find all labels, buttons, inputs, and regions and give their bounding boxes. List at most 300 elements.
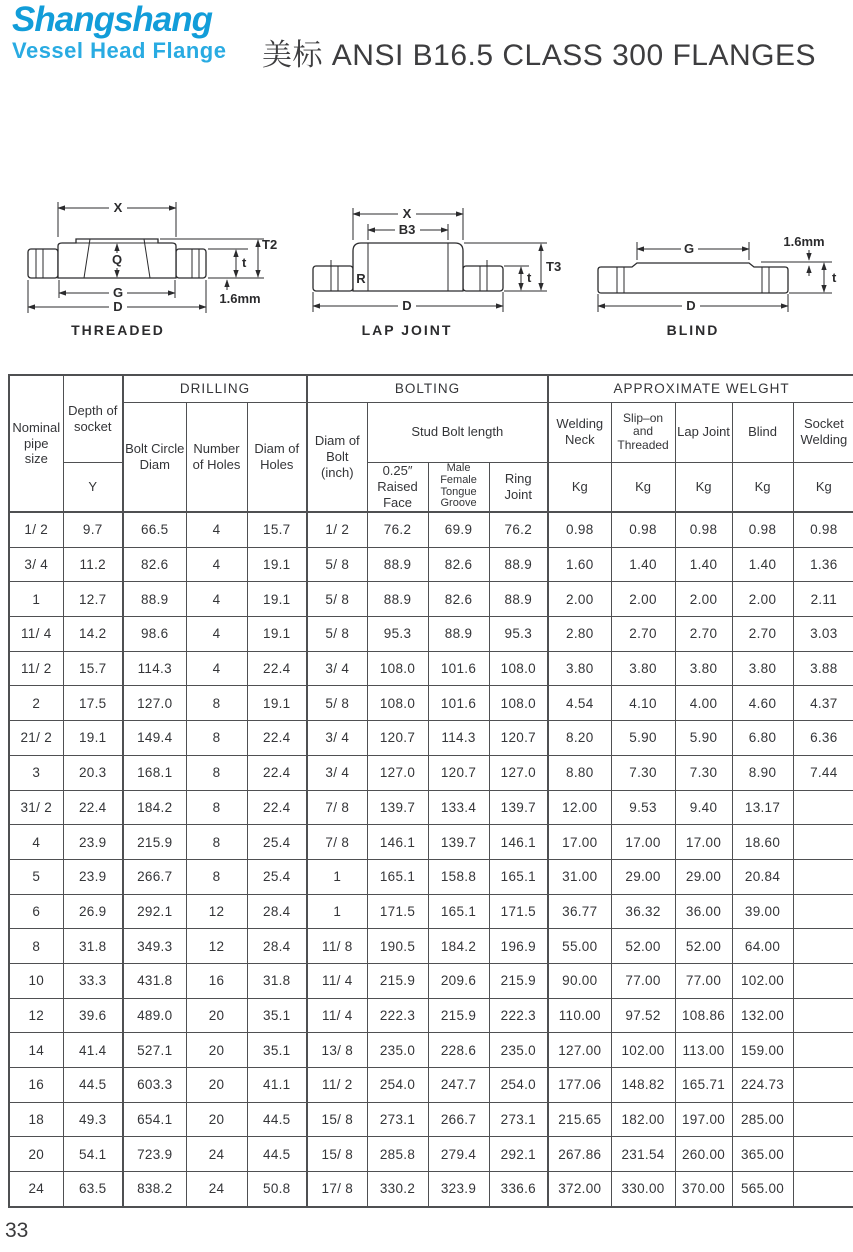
cell-socket-welding-kg: 4.37	[793, 686, 853, 721]
cell-diam-of-bolt: 15/ 8	[307, 1137, 367, 1172]
cell-depth-of-socket: 17.5	[63, 686, 123, 721]
cell-nominal-pipe-size: 6	[9, 894, 63, 929]
cell-diam-of-bolt: 11/ 2	[307, 1068, 367, 1103]
cell-tongue-groove-length: 247.7	[428, 1068, 489, 1103]
cell-lap-joint-kg: 7.30	[675, 755, 732, 790]
cell-slip-on-kg: 102.00	[611, 1033, 675, 1068]
cell-bolt-circle-diam: 184.2	[123, 790, 186, 825]
cell-number-of-holes: 8	[186, 790, 247, 825]
cell-diam-of-bolt: 1/ 2	[307, 512, 367, 547]
col-header-socket-welding: Socket Welding	[793, 402, 853, 462]
dim-label-x: X	[402, 206, 412, 221]
cell-diam-of-bolt: 7/ 8	[307, 790, 367, 825]
cell-lap-joint-kg: 1.40	[675, 547, 732, 582]
col-header-lap-joint: Lap Joint	[675, 402, 732, 462]
cell-bolt-circle-diam: 489.0	[123, 998, 186, 1033]
table-row	[9, 547, 853, 582]
cell-blind-kg: 6.80	[732, 721, 793, 756]
header-row-groups	[9, 375, 853, 402]
cell-welding-neck-kg: 8.80	[548, 755, 611, 790]
cell-blind-kg: 8.90	[732, 755, 793, 790]
cell-depth-of-socket: 15.7	[63, 651, 123, 686]
cell-welding-neck-kg: 36.77	[548, 894, 611, 929]
col-header-ring-joint: Ring Joint	[489, 462, 548, 512]
cell-ring-joint-length: 139.7	[489, 790, 548, 825]
diagram-caption-lap-joint: LAP JOINT	[361, 322, 453, 338]
cell-nominal-pipe-size: 24	[9, 1172, 63, 1207]
table-row	[9, 1033, 853, 1068]
cell-slip-on-kg: 231.54	[611, 1137, 675, 1172]
cell-blind-kg: 2.00	[732, 582, 793, 617]
cell-ring-joint-length: 146.1	[489, 825, 548, 860]
cell-number-of-holes: 20	[186, 1068, 247, 1103]
table-row	[9, 1068, 853, 1103]
cell-nominal-pipe-size: 31/ 2	[9, 790, 63, 825]
cell-lap-joint-kg: 17.00	[675, 825, 732, 860]
cell-welding-neck-kg: 110.00	[548, 998, 611, 1033]
cell-raised-face-length: 127.0	[367, 755, 428, 790]
cell-socket-welding-kg: 3.03	[793, 617, 853, 652]
cell-diam-of-holes: 15.7	[247, 512, 307, 547]
col-header-depth-of-socket: Depth of socket	[63, 375, 123, 462]
cell-depth-of-socket: 54.1	[63, 1137, 123, 1172]
cell-bolt-circle-diam: 527.1	[123, 1033, 186, 1068]
table-row	[9, 721, 853, 756]
cell-tongue-groove-length: 69.9	[428, 512, 489, 547]
cell-diam-of-holes: 44.5	[247, 1102, 307, 1137]
cell-depth-of-socket: 44.5	[63, 1068, 123, 1103]
cell-tongue-groove-length: 114.3	[428, 721, 489, 756]
cell-nominal-pipe-size: 16	[9, 1068, 63, 1103]
dim-label-raised-face: 1.6mm	[219, 291, 261, 306]
cell-diam-of-holes: 31.8	[247, 963, 307, 998]
cell-socket-welding-kg	[793, 963, 853, 998]
cell-bolt-circle-diam: 98.6	[123, 617, 186, 652]
cell-raised-face-length: 222.3	[367, 998, 428, 1033]
cell-slip-on-kg: 97.52	[611, 998, 675, 1033]
cell-slip-on-kg: 182.00	[611, 1102, 675, 1137]
cell-blind-kg: 13.17	[732, 790, 793, 825]
cell-number-of-holes: 8	[186, 721, 247, 756]
cell-ring-joint-length: 120.7	[489, 721, 548, 756]
cell-blind-kg: 20.84	[732, 859, 793, 894]
cell-number-of-holes: 24	[186, 1137, 247, 1172]
cell-diam-of-holes: 41.1	[247, 1068, 307, 1103]
cell-blind-kg: 64.00	[732, 929, 793, 964]
cell-number-of-holes: 24	[186, 1172, 247, 1207]
table-row	[9, 1137, 853, 1172]
cell-diam-of-holes: 25.4	[247, 825, 307, 860]
cell-bolt-circle-diam: 654.1	[123, 1102, 186, 1137]
cell-diam-of-holes: 50.8	[247, 1172, 307, 1207]
cell-number-of-holes: 8	[186, 859, 247, 894]
table-row	[9, 963, 853, 998]
cell-socket-welding-kg	[793, 998, 853, 1033]
col-header-nominal-pipe-size: Nominal pipe size	[9, 375, 63, 512]
cell-slip-on-kg: 17.00	[611, 825, 675, 860]
diagram-caption-threaded: THREADED	[71, 322, 165, 338]
cell-depth-of-socket: 41.4	[63, 1033, 123, 1068]
table-row	[9, 859, 853, 894]
cell-diam-of-bolt: 11/ 4	[307, 998, 367, 1033]
cell-lap-joint-kg: 52.00	[675, 929, 732, 964]
dim-label-d: D	[686, 298, 696, 313]
cell-number-of-holes: 20	[186, 1102, 247, 1137]
cell-tongue-groove-length: 139.7	[428, 825, 489, 860]
cell-depth-of-socket: 26.9	[63, 894, 123, 929]
dim-label-r: R	[356, 271, 366, 286]
col-header-slip-on-threaded: Slip–on and Threaded	[611, 402, 675, 462]
cell-tongue-groove-length: 101.6	[428, 686, 489, 721]
cell-ring-joint-length: 76.2	[489, 512, 548, 547]
cell-bolt-circle-diam: 168.1	[123, 755, 186, 790]
cell-diam-of-bolt: 3/ 4	[307, 651, 367, 686]
table-row	[9, 790, 853, 825]
cell-socket-welding-kg: 7.44	[793, 755, 853, 790]
cell-blind-kg: 159.00	[732, 1033, 793, 1068]
table-row	[9, 1172, 853, 1207]
cell-tongue-groove-length: 266.7	[428, 1102, 489, 1137]
brand-tagline: Vessel Head Flange	[12, 38, 227, 63]
cell-ring-joint-length: 95.3	[489, 617, 548, 652]
cell-blind-kg: 39.00	[732, 894, 793, 929]
cell-bolt-circle-diam: 723.9	[123, 1137, 186, 1172]
col-header-bolt-circle-diam: Bolt Circle Diam	[123, 402, 186, 512]
cell-diam-of-holes: 25.4	[247, 859, 307, 894]
cell-depth-of-socket: 23.9	[63, 859, 123, 894]
cell-welding-neck-kg: 372.00	[548, 1172, 611, 1207]
cell-lap-joint-kg: 2.70	[675, 617, 732, 652]
cell-slip-on-kg: 29.00	[611, 859, 675, 894]
cell-bolt-circle-diam: 215.9	[123, 825, 186, 860]
cell-bolt-circle-diam: 66.5	[123, 512, 186, 547]
cell-nominal-pipe-size: 8	[9, 929, 63, 964]
dim-label-t3: T3	[546, 259, 562, 274]
cell-ring-joint-length: 88.9	[489, 547, 548, 582]
cell-ring-joint-length: 127.0	[489, 755, 548, 790]
diagram-caption-blind: BLIND	[666, 322, 720, 338]
group-header-bolting: BOLTING	[307, 375, 548, 402]
cell-number-of-holes: 4	[186, 651, 247, 686]
cell-depth-of-socket: 12.7	[63, 582, 123, 617]
cell-nominal-pipe-size: 11/ 2	[9, 651, 63, 686]
cell-tongue-groove-length: 215.9	[428, 998, 489, 1033]
col-header-kg: Kg	[732, 462, 793, 512]
table-row	[9, 929, 853, 964]
cell-lap-joint-kg: 4.00	[675, 686, 732, 721]
cell-nominal-pipe-size: 1	[9, 582, 63, 617]
cell-ring-joint-length: 292.1	[489, 1137, 548, 1172]
cell-blind-kg: 4.60	[732, 686, 793, 721]
group-header-approximate-weight: APPROXIMATE WELGHT	[548, 375, 853, 402]
cell-ring-joint-length: 273.1	[489, 1102, 548, 1137]
cell-blind-kg: 224.73	[732, 1068, 793, 1103]
cell-raised-face-length: 76.2	[367, 512, 428, 547]
cell-diam-of-bolt: 5/ 8	[307, 686, 367, 721]
cell-depth-of-socket: 20.3	[63, 755, 123, 790]
cell-welding-neck-kg: 8.20	[548, 721, 611, 756]
cell-raised-face-length: 190.5	[367, 929, 428, 964]
cell-blind-kg: 1.40	[732, 547, 793, 582]
cell-number-of-holes: 8	[186, 686, 247, 721]
cell-welding-neck-kg: 31.00	[548, 859, 611, 894]
cell-raised-face-length: 120.7	[367, 721, 428, 756]
cell-welding-neck-kg: 0.98	[548, 512, 611, 547]
cell-slip-on-kg: 3.80	[611, 651, 675, 686]
cell-diam-of-bolt: 17/ 8	[307, 1172, 367, 1207]
cell-diam-of-bolt: 1	[307, 859, 367, 894]
dim-label-g: G	[683, 241, 695, 256]
cell-slip-on-kg: 0.98	[611, 512, 675, 547]
cell-socket-welding-kg: 2.11	[793, 582, 853, 617]
cell-raised-face-length: 165.1	[367, 859, 428, 894]
cell-number-of-holes: 20	[186, 998, 247, 1033]
cell-tongue-groove-length: 279.4	[428, 1137, 489, 1172]
cell-diam-of-holes: 22.4	[247, 755, 307, 790]
cell-ring-joint-length: 108.0	[489, 651, 548, 686]
col-header-number-of-holes: Number of Holes	[186, 402, 247, 512]
cell-raised-face-length: 88.9	[367, 547, 428, 582]
col-header-kg: Kg	[611, 462, 675, 512]
cell-raised-face-length: 95.3	[367, 617, 428, 652]
cell-bolt-circle-diam: 431.8	[123, 963, 186, 998]
cell-ring-joint-length: 108.0	[489, 686, 548, 721]
cell-depth-of-socket: 9.7	[63, 512, 123, 547]
cell-socket-welding-kg	[793, 929, 853, 964]
cell-depth-of-socket: 11.2	[63, 547, 123, 582]
blind-flange-diagram	[576, 186, 853, 351]
dim-label-q: Q	[111, 252, 123, 267]
page-title: 美标 ANSI B16.5 CLASS 300 FLANGES	[261, 39, 817, 72]
cell-number-of-holes: 16	[186, 963, 247, 998]
cell-number-of-holes: 12	[186, 929, 247, 964]
cell-nominal-pipe-size: 11/ 4	[9, 617, 63, 652]
cell-diam-of-bolt: 5/ 8	[307, 617, 367, 652]
flange-outline	[313, 243, 503, 291]
cell-diam-of-holes: 22.4	[247, 721, 307, 756]
cell-diam-of-bolt: 5/ 8	[307, 582, 367, 617]
cell-nominal-pipe-size: 2	[9, 686, 63, 721]
col-header-y: Y	[63, 462, 123, 512]
cell-ring-joint-length: 88.9	[489, 582, 548, 617]
cell-socket-welding-kg	[793, 825, 853, 860]
cell-bolt-circle-diam: 603.3	[123, 1068, 186, 1103]
cell-tongue-groove-length: 133.4	[428, 790, 489, 825]
cell-number-of-holes: 4	[186, 512, 247, 547]
threaded-flange-diagram	[12, 186, 282, 351]
cell-tongue-groove-length: 88.9	[428, 617, 489, 652]
cell-socket-welding-kg	[793, 894, 853, 929]
cell-raised-face-length: 254.0	[367, 1068, 428, 1103]
cell-slip-on-kg: 330.00	[611, 1172, 675, 1207]
cell-raised-face-length: 108.0	[367, 686, 428, 721]
dim-label-g: G	[112, 285, 124, 300]
cell-raised-face-length: 108.0	[367, 651, 428, 686]
table-row	[9, 998, 853, 1033]
cell-bolt-circle-diam: 149.4	[123, 721, 186, 756]
cell-nominal-pipe-size: 1/ 2	[9, 512, 63, 547]
cell-welding-neck-kg: 1.60	[548, 547, 611, 582]
cell-lap-joint-kg: 36.00	[675, 894, 732, 929]
cell-slip-on-kg: 1.40	[611, 547, 675, 582]
cell-tongue-groove-length: 101.6	[428, 651, 489, 686]
cell-ring-joint-length: 165.1	[489, 859, 548, 894]
cell-socket-welding-kg: 1.36	[793, 547, 853, 582]
cell-socket-welding-kg	[793, 1102, 853, 1137]
cell-bolt-circle-diam: 114.3	[123, 651, 186, 686]
table-row	[9, 1102, 853, 1137]
cell-nominal-pipe-size: 3/ 4	[9, 547, 63, 582]
cell-welding-neck-kg: 90.00	[548, 963, 611, 998]
cell-diam-of-holes: 28.4	[247, 929, 307, 964]
cell-diam-of-bolt: 3/ 4	[307, 721, 367, 756]
cell-depth-of-socket: 39.6	[63, 998, 123, 1033]
table-row	[9, 512, 853, 547]
col-header-welding-neck: Welding Neck	[548, 402, 611, 462]
cell-nominal-pipe-size: 18	[9, 1102, 63, 1137]
cell-slip-on-kg: 148.82	[611, 1068, 675, 1103]
cell-socket-welding-kg	[793, 790, 853, 825]
cell-nominal-pipe-size: 3	[9, 755, 63, 790]
cell-lap-joint-kg: 113.00	[675, 1033, 732, 1068]
cell-slip-on-kg: 5.90	[611, 721, 675, 756]
cell-bolt-circle-diam: 292.1	[123, 894, 186, 929]
cell-ring-joint-length: 235.0	[489, 1033, 548, 1068]
col-header-male-female-tongue-groove: Male Female Tongue Groove	[428, 462, 489, 512]
cell-bolt-circle-diam: 88.9	[123, 582, 186, 617]
company-logo	[12, 2, 226, 62]
cell-diam-of-holes: 35.1	[247, 998, 307, 1033]
cell-diam-of-bolt: 13/ 8	[307, 1033, 367, 1068]
cell-slip-on-kg: 9.53	[611, 790, 675, 825]
cell-blind-kg: 365.00	[732, 1137, 793, 1172]
cell-bolt-circle-diam: 838.2	[123, 1172, 186, 1207]
cell-slip-on-kg: 52.00	[611, 929, 675, 964]
cell-ring-joint-length: 215.9	[489, 963, 548, 998]
cell-ring-joint-length: 336.6	[489, 1172, 548, 1207]
cell-socket-welding-kg	[793, 1033, 853, 1068]
cell-bolt-circle-diam: 82.6	[123, 547, 186, 582]
cell-blind-kg: 132.00	[732, 998, 793, 1033]
cell-diam-of-bolt: 11/ 4	[307, 963, 367, 998]
cell-diam-of-bolt: 11/ 8	[307, 929, 367, 964]
cell-socket-welding-kg: 3.88	[793, 651, 853, 686]
cell-lap-joint-kg: 370.00	[675, 1172, 732, 1207]
cell-tongue-groove-length: 82.6	[428, 582, 489, 617]
cell-number-of-holes: 8	[186, 755, 247, 790]
group-header-drilling: DRILLING	[123, 375, 307, 402]
cell-tongue-groove-length: 184.2	[428, 929, 489, 964]
cell-slip-on-kg: 7.30	[611, 755, 675, 790]
table-row	[9, 894, 853, 929]
cell-slip-on-kg: 4.10	[611, 686, 675, 721]
cell-lap-joint-kg: 165.71	[675, 1068, 732, 1103]
cell-tongue-groove-length: 120.7	[428, 755, 489, 790]
cell-socket-welding-kg	[793, 859, 853, 894]
table-row	[9, 755, 853, 790]
cell-welding-neck-kg: 12.00	[548, 790, 611, 825]
cell-nominal-pipe-size: 10	[9, 963, 63, 998]
cell-lap-joint-kg: 197.00	[675, 1102, 732, 1137]
cell-raised-face-length: 88.9	[367, 582, 428, 617]
cell-number-of-holes: 4	[186, 617, 247, 652]
cell-number-of-holes: 12	[186, 894, 247, 929]
cell-bolt-circle-diam: 349.3	[123, 929, 186, 964]
cell-raised-face-length: 273.1	[367, 1102, 428, 1137]
cell-nominal-pipe-size: 4	[9, 825, 63, 860]
cell-depth-of-socket: 33.3	[63, 963, 123, 998]
cell-blind-kg: 285.00	[732, 1102, 793, 1137]
cell-lap-joint-kg: 3.80	[675, 651, 732, 686]
cell-slip-on-kg: 2.70	[611, 617, 675, 652]
cell-nominal-pipe-size: 5	[9, 859, 63, 894]
col-header-kg: Kg	[548, 462, 611, 512]
cell-raised-face-length: 139.7	[367, 790, 428, 825]
cell-diam-of-holes: 35.1	[247, 1033, 307, 1068]
cell-diam-of-bolt: 15/ 8	[307, 1102, 367, 1137]
brand-name: Shangshang	[12, 0, 213, 39]
cell-diam-of-bolt: 5/ 8	[307, 547, 367, 582]
cell-socket-welding-kg	[793, 1172, 853, 1207]
cell-blind-kg: 102.00	[732, 963, 793, 998]
cell-tongue-groove-length: 228.6	[428, 1033, 489, 1068]
cell-depth-of-socket: 22.4	[63, 790, 123, 825]
cell-welding-neck-kg: 2.80	[548, 617, 611, 652]
cell-bolt-circle-diam: 127.0	[123, 686, 186, 721]
dim-label-b3: B3	[398, 222, 416, 237]
cell-ring-joint-length: 222.3	[489, 998, 548, 1033]
cell-diam-of-holes: 44.5	[247, 1137, 307, 1172]
table-row	[9, 617, 853, 652]
flange-spec-table	[8, 374, 853, 1208]
cell-raised-face-length: 285.8	[367, 1137, 428, 1172]
cell-socket-welding-kg: 6.36	[793, 721, 853, 756]
cell-welding-neck-kg: 4.54	[548, 686, 611, 721]
cell-ring-joint-length: 171.5	[489, 894, 548, 929]
dim-label-t: t	[832, 270, 837, 285]
col-header-stud-bolt-length: Stud Bolt length	[367, 402, 548, 462]
col-header-kg: Kg	[675, 462, 732, 512]
col-header-blind: Blind	[732, 402, 793, 462]
cell-tongue-groove-length: 165.1	[428, 894, 489, 929]
cell-number-of-holes: 8	[186, 825, 247, 860]
cell-depth-of-socket: 14.2	[63, 617, 123, 652]
cell-diam-of-holes: 19.1	[247, 547, 307, 582]
cell-lap-joint-kg: 2.00	[675, 582, 732, 617]
cell-welding-neck-kg: 55.00	[548, 929, 611, 964]
flange-outline	[598, 263, 788, 293]
cell-blind-kg: 3.80	[732, 651, 793, 686]
cell-blind-kg: 18.60	[732, 825, 793, 860]
col-header-raised-face: 0.25″ Raised Face	[367, 462, 428, 512]
page-number: 33	[5, 1219, 29, 1242]
cell-diam-of-holes: 28.4	[247, 894, 307, 929]
dim-label-x: X	[113, 200, 123, 215]
cell-number-of-holes: 4	[186, 582, 247, 617]
cell-raised-face-length: 171.5	[367, 894, 428, 929]
cell-depth-of-socket: 23.9	[63, 825, 123, 860]
cell-nominal-pipe-size: 14	[9, 1033, 63, 1068]
cell-diam-of-holes: 22.4	[247, 790, 307, 825]
cell-welding-neck-kg: 215.65	[548, 1102, 611, 1137]
cell-lap-joint-kg: 0.98	[675, 512, 732, 547]
cell-depth-of-socket: 19.1	[63, 721, 123, 756]
cell-lap-joint-kg: 29.00	[675, 859, 732, 894]
cell-number-of-holes: 20	[186, 1033, 247, 1068]
cell-welding-neck-kg: 2.00	[548, 582, 611, 617]
cell-welding-neck-kg: 127.00	[548, 1033, 611, 1068]
cell-ring-joint-length: 196.9	[489, 929, 548, 964]
